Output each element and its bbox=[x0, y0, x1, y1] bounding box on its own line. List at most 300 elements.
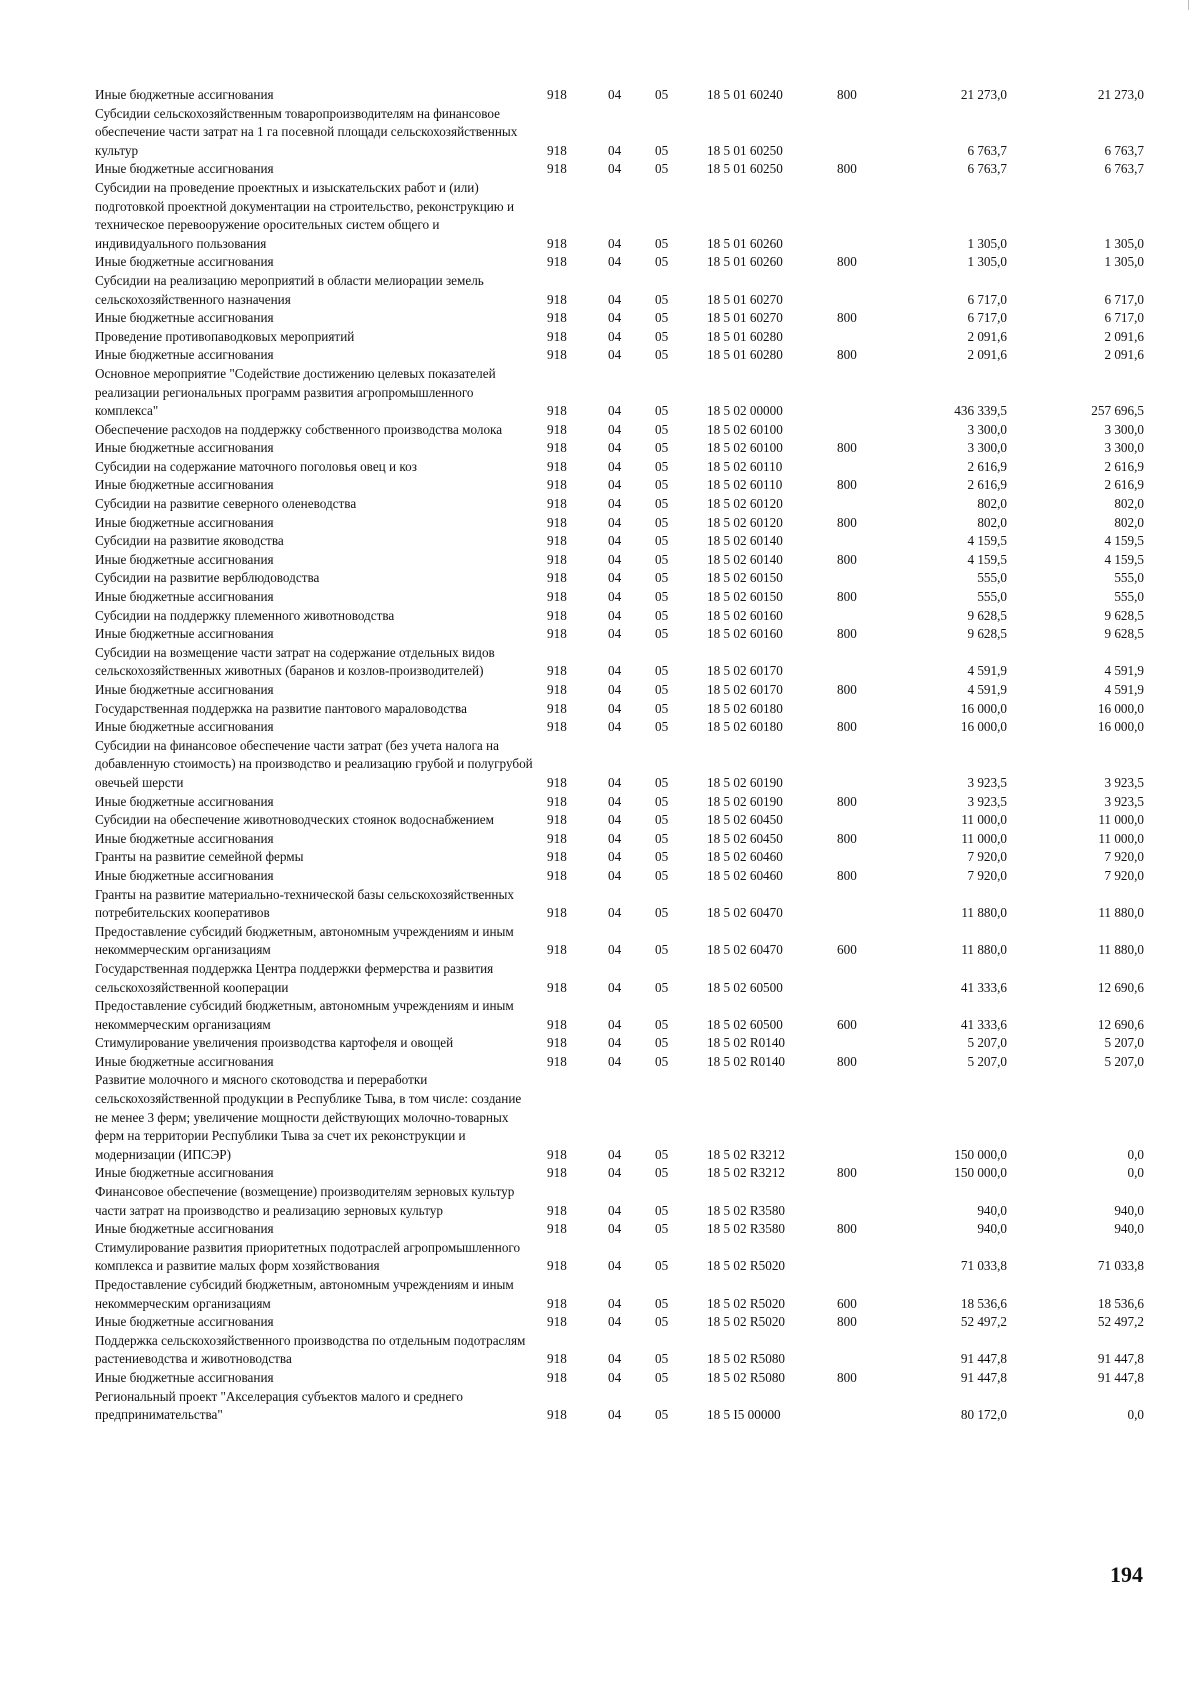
amount-year-1: 16 000,0 bbox=[960, 719, 1007, 735]
expense-name: Иные бюджетные ассигнования bbox=[95, 626, 274, 642]
expense-type-code: 800 bbox=[837, 514, 857, 530]
amount-year-2: 4 591,9 bbox=[1104, 663, 1144, 679]
expense-name: Предоставление субсидий бюджетным, автономным учреждениям и иным некоммерческим организациям bbox=[95, 1277, 514, 1311]
admin-code: 918 bbox=[547, 700, 567, 716]
expense-name: Развитие молочного и мясного скотоводства и переработки сельскохозяйственной продукции в Республике Тыва, в том числе: создание не менее 3 ферм; увеличение мощности действующих молочно-товарных ферм на территории Республики Тыва за счет их реконструкции и модернизации (ИПСЭР) bbox=[95, 1072, 522, 1162]
target-article-code: 18 5 02 60460 bbox=[707, 867, 783, 883]
expense-type-code: 800 bbox=[837, 551, 857, 567]
amount-year-2: 4 159,5 bbox=[1104, 551, 1144, 567]
amount-year-1: 3 923,5 bbox=[967, 774, 1007, 790]
target-article-code: 18 5 02 R0140 bbox=[707, 1053, 786, 1069]
subsection-code: 05 bbox=[655, 905, 669, 921]
expense-type-code: 600 bbox=[837, 942, 857, 958]
expense-name: Иные бюджетные ассигнования bbox=[95, 254, 274, 270]
subsection-code: 05 bbox=[655, 979, 669, 995]
section-code: 04 bbox=[608, 421, 622, 437]
subsection-code: 05 bbox=[655, 812, 669, 828]
admin-code: 918 bbox=[547, 1053, 567, 1069]
table-row bbox=[95, 848, 1145, 867]
expense-type-code: 800 bbox=[837, 1314, 857, 1330]
table-row bbox=[95, 1313, 1145, 1332]
table-row bbox=[95, 997, 1145, 1034]
target-article-code: 18 5 02 60450 bbox=[707, 812, 783, 828]
section-code: 04 bbox=[608, 1351, 622, 1367]
expense-name: Предоставление субсидий бюджетным, автономным учреждениям и иным некоммерческим организациям bbox=[95, 923, 514, 958]
expense-name: Субсидии на реализацию мероприятий в области мелиорации земель сельскохозяйственного назначения bbox=[95, 272, 484, 307]
table-row bbox=[95, 607, 1145, 626]
target-article-code: 18 5 02 R5020 bbox=[707, 1258, 786, 1274]
budget-table bbox=[95, 86, 1145, 1425]
amount-year-2: 7 920,0 bbox=[1104, 849, 1144, 865]
subsection-code: 05 bbox=[655, 589, 669, 605]
amount-year-2: 3 923,5 bbox=[1104, 774, 1144, 790]
expense-name: Поддержка сельскохозяйственного производства по отдельным подотраслям растениеводства и животноводства bbox=[95, 1332, 526, 1367]
target-article-code: 18 5 02 60180 bbox=[707, 700, 783, 716]
section-code: 04 bbox=[608, 533, 622, 549]
admin-code: 918 bbox=[547, 1016, 567, 1032]
table-row bbox=[95, 160, 1145, 179]
amount-year-2: 1 305,0 bbox=[1104, 235, 1144, 251]
table-row bbox=[95, 309, 1145, 328]
table-row bbox=[95, 346, 1145, 365]
subsection-code: 05 bbox=[655, 1351, 669, 1367]
section-code: 04 bbox=[608, 347, 622, 363]
subsection-code: 05 bbox=[655, 310, 669, 326]
subsection-code: 05 bbox=[655, 477, 669, 493]
admin-code: 918 bbox=[547, 87, 567, 102]
subsection-code: 05 bbox=[655, 626, 669, 642]
amount-year-1: 71 033,8 bbox=[960, 1258, 1007, 1274]
table-row bbox=[95, 811, 1145, 830]
target-article-code: 18 5 02 60500 bbox=[707, 1016, 783, 1032]
amount-year-1: 5 207,0 bbox=[967, 1035, 1007, 1051]
expense-name: Субсидии на содержание маточного поголовья овец и коз bbox=[95, 458, 417, 474]
admin-code: 918 bbox=[547, 254, 567, 270]
expense-name: Иные бюджетные ассигнования bbox=[95, 1165, 274, 1181]
amount-year-2: 12 690,6 bbox=[1097, 1016, 1144, 1032]
expense-name: Иные бюджетные ассигнования bbox=[95, 719, 274, 735]
target-article-code: 18 5 01 60250 bbox=[707, 142, 783, 158]
expense-name: Иные бюджетные ассигнования bbox=[95, 1221, 274, 1237]
section-code: 04 bbox=[608, 310, 622, 326]
subsection-code: 05 bbox=[655, 849, 669, 865]
subsection-code: 05 bbox=[655, 161, 669, 177]
table-row bbox=[95, 588, 1145, 607]
amount-year-2: 2 091,6 bbox=[1104, 347, 1144, 363]
admin-code: 918 bbox=[547, 626, 567, 642]
subsection-code: 05 bbox=[655, 1369, 669, 1385]
admin-code: 918 bbox=[547, 1221, 567, 1237]
subsection-code: 05 bbox=[655, 663, 669, 679]
expense-type-code: 800 bbox=[837, 719, 857, 735]
admin-code: 918 bbox=[547, 310, 567, 326]
subsection-code: 05 bbox=[655, 774, 669, 790]
expense-name: Иные бюджетные ассигнования bbox=[95, 1369, 274, 1385]
subsection-code: 05 bbox=[655, 533, 669, 549]
table-row bbox=[95, 1183, 1145, 1220]
target-article-code: 18 5 02 60450 bbox=[707, 830, 783, 846]
expense-name: Иные бюджетные ассигнования bbox=[95, 589, 274, 605]
amount-year-2: 91 447,8 bbox=[1097, 1369, 1144, 1385]
amount-year-1: 6 763,7 bbox=[967, 161, 1007, 177]
amount-year-2: 12 690,6 bbox=[1097, 979, 1144, 995]
expense-name: Иные бюджетные ассигнования bbox=[95, 682, 274, 697]
scan-edge-mark bbox=[1188, 0, 1189, 10]
section-code: 04 bbox=[608, 682, 622, 697]
amount-year-2: 2 616,9 bbox=[1104, 477, 1144, 493]
expense-name: Субсидии на развитие верблюдоводства bbox=[95, 570, 320, 586]
admin-code: 918 bbox=[547, 1258, 567, 1274]
expense-name: Иные бюджетные ассигнования bbox=[95, 551, 274, 567]
subsection-code: 05 bbox=[655, 87, 669, 102]
admin-code: 918 bbox=[547, 533, 567, 549]
expense-type-code: 800 bbox=[837, 1165, 857, 1181]
amount-year-2: 6 717,0 bbox=[1104, 291, 1144, 307]
subsection-code: 05 bbox=[655, 867, 669, 883]
table-row bbox=[95, 718, 1145, 737]
target-article-code: 18 5 02 R5080 bbox=[707, 1369, 786, 1385]
amount-year-1: 150 000,0 bbox=[954, 1165, 1007, 1181]
subsection-code: 05 bbox=[655, 421, 669, 437]
section-code: 04 bbox=[608, 979, 622, 995]
section-code: 04 bbox=[608, 403, 622, 419]
amount-year-1: 4 591,9 bbox=[967, 682, 1007, 697]
admin-code: 918 bbox=[547, 793, 567, 809]
section-code: 04 bbox=[608, 607, 622, 623]
admin-code: 918 bbox=[547, 458, 567, 474]
admin-code: 918 bbox=[547, 347, 567, 363]
amount-year-1: 802,0 bbox=[977, 514, 1007, 530]
table-row bbox=[95, 867, 1145, 886]
expense-name: Иные бюджетные ассигнования bbox=[95, 867, 274, 883]
section-code: 04 bbox=[608, 440, 622, 456]
subsection-code: 05 bbox=[655, 700, 669, 716]
table-row bbox=[95, 1164, 1145, 1183]
amount-year-1: 3 923,5 bbox=[967, 793, 1007, 809]
admin-code: 918 bbox=[547, 1035, 567, 1051]
admin-code: 918 bbox=[547, 496, 567, 512]
amount-year-1: 4 159,5 bbox=[967, 551, 1007, 567]
subsection-code: 05 bbox=[655, 607, 669, 623]
section-code: 04 bbox=[608, 1295, 622, 1311]
expense-name: Гранты на развитие семейной фермы bbox=[95, 849, 304, 865]
amount-year-2: 9 628,5 bbox=[1104, 607, 1144, 623]
target-article-code: 18 5 02 00000 bbox=[707, 403, 783, 419]
expense-type-code: 600 bbox=[837, 1295, 857, 1311]
expense-name: Финансовое обеспечение (возмещение) производителям зерновых культур части затрат на производство и реализацию зерновых культур bbox=[95, 1184, 515, 1218]
subsection-code: 05 bbox=[655, 1221, 669, 1237]
amount-year-2: 0,0 bbox=[1127, 1407, 1144, 1423]
amount-year-2: 11 000,0 bbox=[1098, 812, 1144, 828]
amount-year-2: 257 696,5 bbox=[1091, 403, 1144, 419]
table-row bbox=[95, 1369, 1145, 1388]
amount-year-1: 91 447,8 bbox=[960, 1351, 1007, 1367]
amount-year-2: 4 159,5 bbox=[1104, 533, 1144, 549]
target-article-code: 18 5 02 R5020 bbox=[707, 1314, 786, 1330]
expense-type-code: 800 bbox=[837, 161, 857, 177]
admin-code: 918 bbox=[547, 589, 567, 605]
expense-name: Субсидии на развитие северного оленеводства bbox=[95, 496, 357, 512]
amount-year-1: 3 300,0 bbox=[967, 440, 1007, 456]
section-code: 04 bbox=[608, 1202, 622, 1218]
table-row bbox=[95, 551, 1145, 570]
expense-type-code: 800 bbox=[837, 1369, 857, 1385]
expense-name: Иные бюджетные ассигнования bbox=[95, 793, 274, 809]
expense-name: Иные бюджетные ассигнования bbox=[95, 161, 274, 177]
expense-name: Иные бюджетные ассигнования bbox=[95, 87, 274, 102]
target-article-code: 18 5 02 R3212 bbox=[707, 1146, 786, 1162]
admin-code: 918 bbox=[547, 774, 567, 790]
amount-year-2: 5 207,0 bbox=[1104, 1053, 1144, 1069]
table-row bbox=[95, 105, 1145, 161]
section-code: 04 bbox=[608, 700, 622, 716]
admin-code: 918 bbox=[547, 663, 567, 679]
section-code: 04 bbox=[608, 812, 622, 828]
table-row bbox=[95, 700, 1145, 719]
expense-type-code: 800 bbox=[837, 589, 857, 605]
subsection-code: 05 bbox=[655, 551, 669, 567]
subsection-code: 05 bbox=[655, 1407, 669, 1423]
table-row bbox=[95, 960, 1145, 997]
target-article-code: 18 5 02 R3580 bbox=[707, 1202, 786, 1218]
admin-code: 918 bbox=[547, 570, 567, 586]
subsection-code: 05 bbox=[655, 570, 669, 586]
amount-year-1: 11 880,0 bbox=[961, 905, 1007, 921]
section-code: 04 bbox=[608, 719, 622, 735]
subsection-code: 05 bbox=[655, 291, 669, 307]
section-code: 04 bbox=[608, 942, 622, 958]
section-code: 04 bbox=[608, 1035, 622, 1051]
table-row bbox=[95, 495, 1145, 514]
amount-year-1: 9 628,5 bbox=[967, 626, 1007, 642]
amount-year-1: 41 333,6 bbox=[960, 979, 1007, 995]
admin-code: 918 bbox=[547, 719, 567, 735]
table-row bbox=[95, 476, 1145, 495]
admin-code: 918 bbox=[547, 905, 567, 921]
section-code: 04 bbox=[608, 849, 622, 865]
amount-year-1: 18 536,6 bbox=[960, 1295, 1007, 1311]
target-article-code: 18 5 01 60280 bbox=[707, 347, 783, 363]
amount-year-1: 4 591,9 bbox=[967, 663, 1007, 679]
amount-year-1: 555,0 bbox=[977, 589, 1007, 605]
admin-code: 918 bbox=[547, 161, 567, 177]
amount-year-2: 555,0 bbox=[1114, 589, 1144, 605]
subsection-code: 05 bbox=[655, 1053, 669, 1069]
section-code: 04 bbox=[608, 793, 622, 809]
admin-code: 918 bbox=[547, 830, 567, 846]
section-code: 04 bbox=[608, 477, 622, 493]
table-row bbox=[95, 793, 1145, 812]
section-code: 04 bbox=[608, 458, 622, 474]
target-article-code: 18 5 02 60190 bbox=[707, 774, 783, 790]
section-code: 04 bbox=[608, 254, 622, 270]
amount-year-2: 940,0 bbox=[1114, 1221, 1144, 1237]
admin-code: 918 bbox=[547, 477, 567, 493]
subsection-code: 05 bbox=[655, 514, 669, 530]
amount-year-1: 52 497,2 bbox=[960, 1314, 1007, 1330]
amount-year-1: 802,0 bbox=[977, 496, 1007, 512]
table-row bbox=[95, 923, 1145, 960]
table-row bbox=[95, 681, 1145, 700]
subsection-code: 05 bbox=[655, 682, 669, 697]
admin-code: 918 bbox=[547, 440, 567, 456]
subsection-code: 05 bbox=[655, 142, 669, 158]
amount-year-1: 11 880,0 bbox=[961, 942, 1007, 958]
section-code: 04 bbox=[608, 1314, 622, 1330]
amount-year-1: 6 717,0 bbox=[967, 291, 1007, 307]
section-code: 04 bbox=[608, 235, 622, 251]
section-code: 04 bbox=[608, 142, 622, 158]
expense-name: Стимулирование развития приоритетных подотраслей агропромышленного комплекса и развитие малых форм хозяйствования bbox=[95, 1239, 521, 1274]
amount-year-1: 11 000,0 bbox=[961, 812, 1007, 828]
section-code: 04 bbox=[608, 161, 622, 177]
amount-year-2: 802,0 bbox=[1114, 496, 1144, 512]
expense-type-code: 800 bbox=[837, 87, 857, 102]
admin-code: 918 bbox=[547, 291, 567, 307]
amount-year-1: 7 920,0 bbox=[967, 849, 1007, 865]
target-article-code: 18 5 02 R0140 bbox=[707, 1035, 786, 1051]
section-code: 04 bbox=[608, 87, 622, 102]
target-article-code: 18 5 01 60250 bbox=[707, 161, 783, 177]
target-article-code: 18 5 02 60170 bbox=[707, 663, 783, 679]
expense-name: Субсидии на развитие яководства bbox=[95, 533, 284, 549]
amount-year-1: 2 091,6 bbox=[967, 347, 1007, 363]
amount-year-2: 52 497,2 bbox=[1097, 1314, 1144, 1330]
amount-year-1: 940,0 bbox=[977, 1202, 1007, 1218]
expense-type-code: 800 bbox=[837, 682, 857, 697]
admin-code: 918 bbox=[547, 942, 567, 958]
admin-code: 918 bbox=[547, 514, 567, 530]
subsection-code: 05 bbox=[655, 1258, 669, 1274]
section-code: 04 bbox=[608, 514, 622, 530]
expense-type-code: 800 bbox=[837, 867, 857, 883]
amount-year-2: 6 717,0 bbox=[1104, 310, 1144, 326]
amount-year-2: 18 536,6 bbox=[1097, 1295, 1144, 1311]
target-article-code: 18 5 02 60470 bbox=[707, 942, 783, 958]
amount-year-2: 91 447,8 bbox=[1097, 1351, 1144, 1367]
target-article-code: 18 5 02 R5020 bbox=[707, 1295, 786, 1311]
section-code: 04 bbox=[608, 867, 622, 883]
section-code: 04 bbox=[608, 1221, 622, 1237]
table-row bbox=[95, 439, 1145, 458]
target-article-code: 18 5 02 60140 bbox=[707, 533, 783, 549]
expense-name: Иные бюджетные ассигнования bbox=[95, 514, 274, 530]
expense-type-code: 800 bbox=[837, 254, 857, 270]
amount-year-1: 555,0 bbox=[977, 570, 1007, 586]
expense-name: Государственная поддержка на развитие пантового мараловодства bbox=[95, 700, 467, 716]
amount-year-2: 71 033,8 bbox=[1097, 1258, 1144, 1274]
amount-year-1: 3 300,0 bbox=[967, 421, 1007, 437]
expense-name: Основное мероприятие "Содействие достижению целевых показателей реализации региональных программ развития агропромышленного комплекса" bbox=[95, 365, 496, 419]
table-row bbox=[95, 458, 1145, 477]
table-row bbox=[95, 1034, 1145, 1053]
subsection-code: 05 bbox=[655, 1146, 669, 1162]
amount-year-1: 9 628,5 bbox=[967, 607, 1007, 623]
target-article-code: 18 5 02 R5080 bbox=[707, 1351, 786, 1367]
amount-year-1: 6 763,7 bbox=[967, 142, 1007, 158]
amount-year-2: 11 000,0 bbox=[1098, 830, 1144, 846]
target-article-code: 18 5 01 60240 bbox=[707, 87, 783, 102]
section-code: 04 bbox=[608, 626, 622, 642]
amount-year-1: 91 447,8 bbox=[960, 1369, 1007, 1385]
table-row bbox=[95, 1053, 1145, 1072]
amount-year-2: 11 880,0 bbox=[1098, 905, 1144, 921]
target-article-code: 18 5 02 60160 bbox=[707, 607, 783, 623]
section-code: 04 bbox=[608, 1407, 622, 1423]
section-code: 04 bbox=[608, 1016, 622, 1032]
amount-year-2: 555,0 bbox=[1114, 570, 1144, 586]
table-row bbox=[95, 886, 1145, 923]
admin-code: 918 bbox=[547, 403, 567, 419]
expense-name: Иные бюджетные ассигнования bbox=[95, 477, 274, 493]
amount-year-2: 4 591,9 bbox=[1104, 682, 1144, 697]
amount-year-1: 1 305,0 bbox=[967, 254, 1007, 270]
amount-year-2: 9 628,5 bbox=[1104, 626, 1144, 642]
admin-code: 918 bbox=[547, 1165, 567, 1181]
amount-year-2: 802,0 bbox=[1114, 514, 1144, 530]
admin-code: 918 bbox=[547, 682, 567, 697]
target-article-code: 18 5 02 60100 bbox=[707, 440, 783, 456]
expense-type-code: 800 bbox=[837, 347, 857, 363]
amount-year-2: 3 300,0 bbox=[1104, 421, 1144, 437]
admin-code: 918 bbox=[547, 1369, 567, 1385]
subsection-code: 05 bbox=[655, 1016, 669, 1032]
table-row bbox=[95, 365, 1145, 421]
target-article-code: 18 5 01 60260 bbox=[707, 235, 783, 251]
amount-year-2: 6 763,7 bbox=[1104, 142, 1144, 158]
table-row bbox=[95, 644, 1145, 681]
amount-year-2: 16 000,0 bbox=[1097, 719, 1144, 735]
expense-name: Иные бюджетные ассигнования bbox=[95, 310, 274, 326]
amount-year-2: 1 305,0 bbox=[1104, 254, 1144, 270]
amount-year-2: 0,0 bbox=[1127, 1165, 1144, 1181]
target-article-code: 18 5 02 60460 bbox=[707, 849, 783, 865]
admin-code: 918 bbox=[547, 551, 567, 567]
subsection-code: 05 bbox=[655, 458, 669, 474]
target-article-code: 18 5 02 R3212 bbox=[707, 1165, 786, 1181]
table-row bbox=[95, 514, 1145, 533]
amount-year-1: 6 717,0 bbox=[967, 310, 1007, 326]
expense-name: Предоставление субсидий бюджетным, автономным учреждениям и иным некоммерческим организациям bbox=[95, 998, 514, 1032]
target-article-code: 18 5 I5 00000 bbox=[707, 1407, 781, 1423]
section-code: 04 bbox=[608, 905, 622, 921]
expense-name: Гранты на развитие материально-технической базы сельскохозяйственных потребительских кооперативов bbox=[95, 886, 514, 921]
expense-name: Проведение противопаводковых мероприятий bbox=[95, 328, 355, 344]
expense-type-code: 800 bbox=[837, 1221, 857, 1237]
target-article-code: 18 5 02 60120 bbox=[707, 514, 783, 530]
amount-year-1: 11 000,0 bbox=[961, 830, 1007, 846]
target-article-code: 18 5 02 60110 bbox=[707, 458, 783, 474]
expense-type-code: 800 bbox=[837, 793, 857, 809]
expense-name: Иные бюджетные ассигнования bbox=[95, 440, 274, 456]
page-number: 194 bbox=[1110, 1562, 1143, 1587]
section-code: 04 bbox=[608, 328, 622, 344]
admin-code: 918 bbox=[547, 142, 567, 158]
amount-year-1: 4 159,5 bbox=[967, 533, 1007, 549]
amount-year-2: 0,0 bbox=[1127, 1146, 1144, 1162]
table-row bbox=[95, 737, 1145, 793]
subsection-code: 05 bbox=[655, 1295, 669, 1311]
amount-year-2: 3 923,5 bbox=[1104, 793, 1144, 809]
expense-type-code: 800 bbox=[837, 310, 857, 326]
subsection-code: 05 bbox=[655, 254, 669, 270]
expense-type-code: 800 bbox=[837, 1053, 857, 1069]
subsection-code: 05 bbox=[655, 347, 669, 363]
target-article-code: 18 5 02 60150 bbox=[707, 570, 783, 586]
target-article-code: 18 5 01 60280 bbox=[707, 328, 783, 344]
expense-name: Субсидии на финансовое обеспечение части затрат (без учета налога на добавленную стоимость) на производство и реализацию грубой и полугрубой овечьей шерсти bbox=[95, 737, 533, 790]
amount-year-2: 2 616,9 bbox=[1104, 458, 1144, 474]
